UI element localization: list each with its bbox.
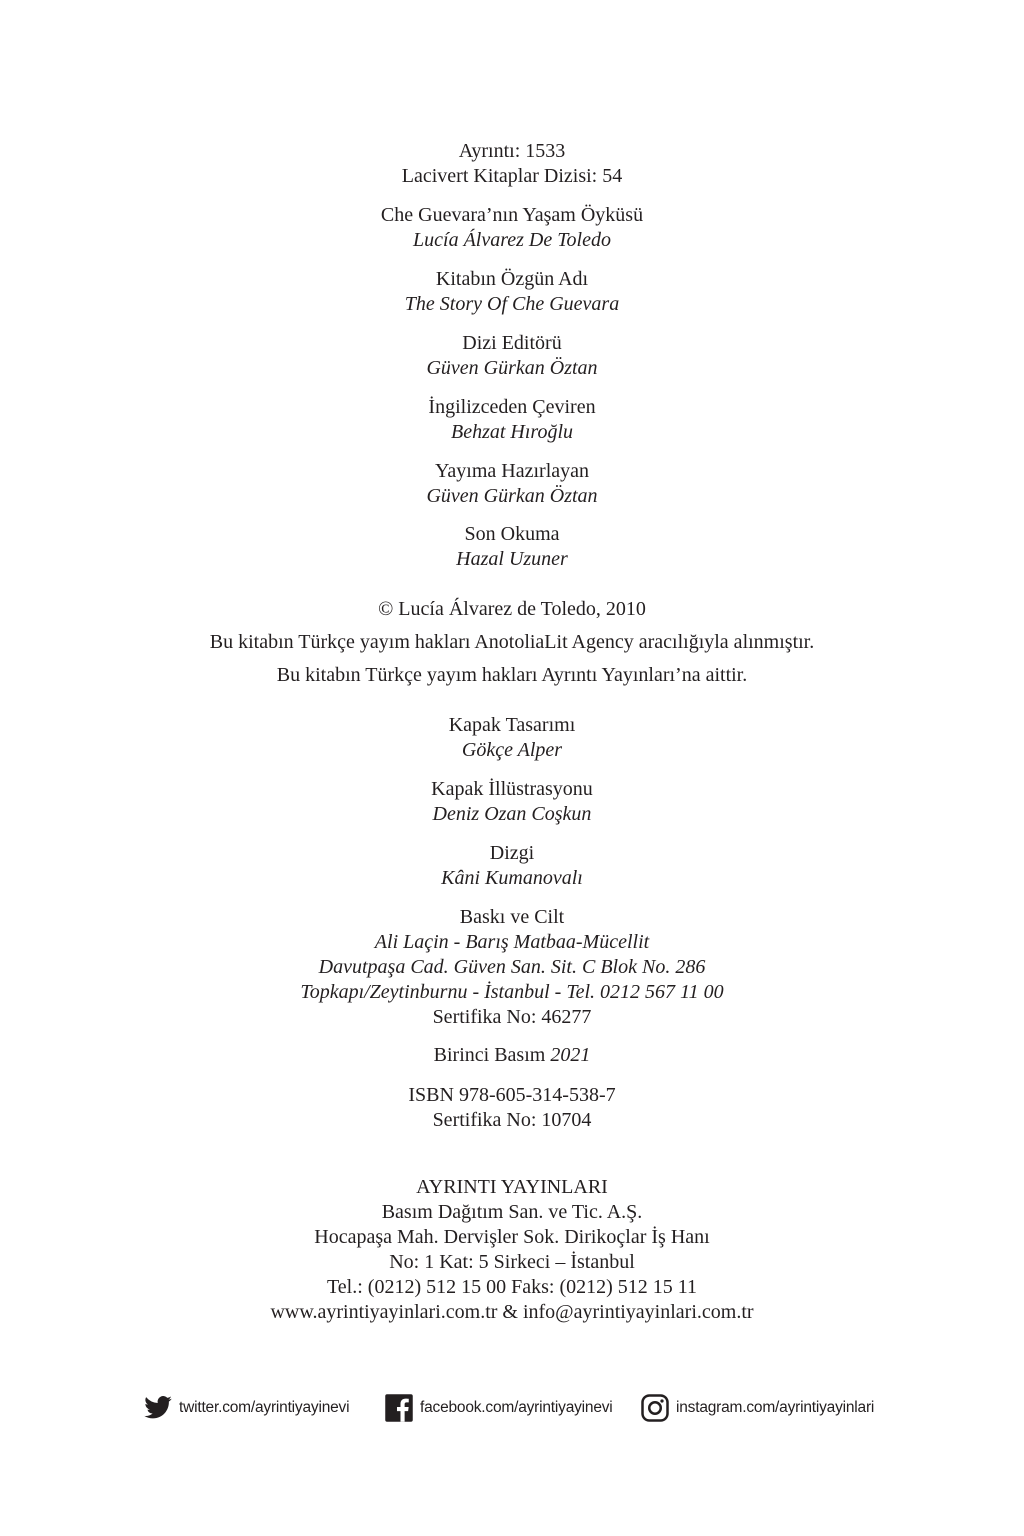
book-title: Che Guevara’nın Yaşam Öyküsü — [380, 204, 644, 226]
twitter-icon — [143, 1393, 173, 1423]
instagram-icon — [640, 1393, 670, 1423]
ayrinti-number: Ayrıntı: 1533 — [458, 140, 566, 162]
book-author: Lucía Álvarez De Toledo — [413, 229, 611, 251]
prepared-by-label: Yayıma Hazırlayan — [434, 460, 590, 482]
copyright-line: © Lucía Álvarez de Toledo, 2010 — [378, 598, 646, 620]
rights-line-1: Bu kitabın Türkçe yayım hakları AnotoliaLit Agency aracılığıyla alınmıştır. — [209, 631, 815, 653]
publisher-address-2: No: 1 Kat: 5 Sirkeci – İstanbul — [389, 1251, 635, 1273]
translator-label: İngilizceden Çeviren — [428, 396, 596, 418]
publisher-web: www.ayrintiyayinlari.com.tr & info@ayrintiyayinlari.com.tr — [270, 1301, 754, 1323]
social-links — [0, 1390, 1024, 1426]
printer-certificate: Sertifika No: 46277 — [432, 1006, 592, 1028]
printer-name: Ali Laçin - Barış Matbaa-Mücellit — [374, 931, 650, 953]
printing-label: Baskı ve Cilt — [459, 906, 565, 928]
cover-illustration-label: Kapak İllüstrasyonu — [431, 778, 593, 800]
facebook-link[interactable] — [384, 1390, 613, 1426]
edition-line — [0, 1043, 1024, 1068]
original-title: The Story Of Che Guevara — [404, 293, 620, 315]
instagram-link-text: instagram.com/ayrintiyayinlari — [676, 1399, 875, 1416]
series-editor: Güven Gürkan Öztan — [426, 357, 598, 379]
twitter-link-text: twitter.com/ayrintiyayinevi — [179, 1399, 350, 1416]
series-number: Lacivert Kitaplar Dizisi: 54 — [401, 165, 623, 187]
prepared-by: Güven Gürkan Öztan — [426, 485, 598, 507]
edition-label: Birinci Basım — [433, 1044, 546, 1066]
typesetting-label: Dizgi — [489, 842, 535, 864]
original-title-label: Kitabın Özgün Adı — [435, 268, 589, 290]
rights-line-2: Bu kitabın Türkçe yayım hakları Ayrıntı Yayınları’na aittir. — [276, 664, 748, 686]
instagram-link[interactable] — [640, 1390, 874, 1426]
cover-designer: Gökçe Alper — [461, 739, 563, 761]
publisher-address-1: Hocapaşa Mah. Dervişler Sok. Dirikoçlar İş Hanı — [314, 1226, 710, 1248]
cover-illustrator: Deniz Ozan Coşkun — [432, 803, 592, 825]
typesetter: Kâni Kumanovalı — [441, 867, 583, 889]
proofreader: Hazal Uzuner — [456, 548, 568, 570]
twitter-link[interactable] — [143, 1390, 349, 1426]
printer-address-1: Davutpaşa Cad. Güven San. Sit. C Blok No. 286 — [318, 956, 706, 978]
isbn: ISBN 978-605-314-538-7 — [408, 1084, 616, 1106]
translator: Behzat Hıroğlu — [450, 421, 574, 443]
facebook-icon — [384, 1393, 414, 1423]
publisher-company: Basım Dağıtım San. ve Tic. A.Ş. — [381, 1201, 643, 1223]
proofreading-label: Son Okuma — [464, 523, 560, 545]
printer-address-2: Topkapı/Zeytinburnu - İstanbul - Tel. 0212 567 11 00 — [300, 981, 724, 1003]
facebook-link-text: facebook.com/ayrintiyayinevi — [420, 1399, 613, 1416]
publisher-name: AYRINTI YAYINLARI — [416, 1176, 608, 1198]
publisher-phone: Tel.: (0212) 512 15 00 Faks: (0212) 512 15 11 — [326, 1276, 698, 1298]
edition-year: 2021 — [550, 1044, 591, 1066]
publisher-certificate: Sertifika No: 10704 — [432, 1109, 592, 1131]
series-editor-label: Dizi Editörü — [462, 332, 562, 354]
cover-design-label: Kapak Tasarımı — [448, 714, 576, 736]
